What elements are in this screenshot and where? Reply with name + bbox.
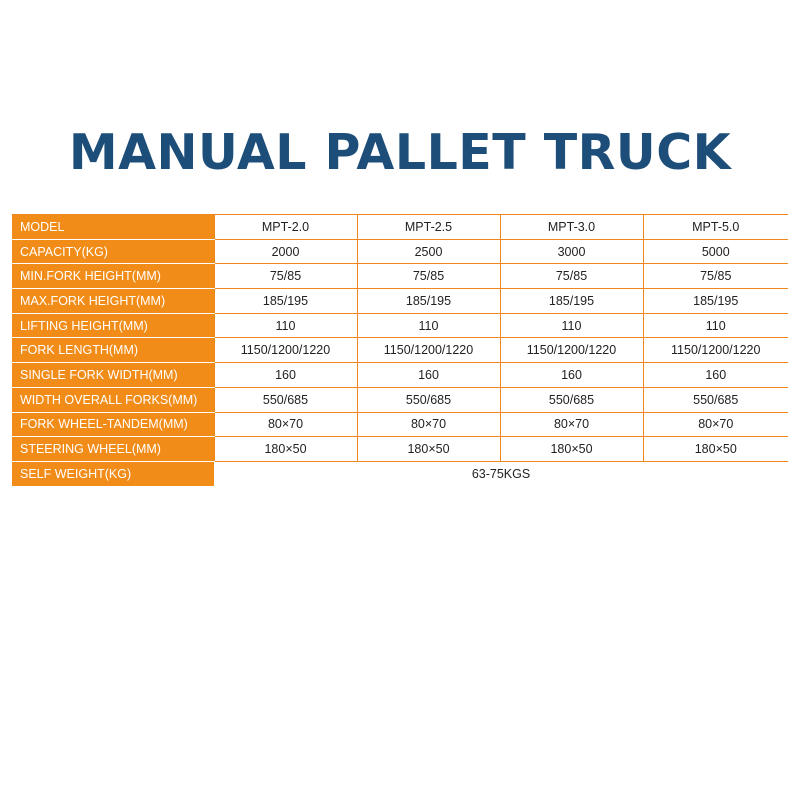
table-cell: MPT-2.5 — [357, 215, 500, 240]
table-cell: 160 — [500, 363, 643, 388]
table-cell: 185/195 — [357, 289, 500, 314]
self-weight-value: 63-75KGS — [471, 466, 531, 481]
row-label: WIDTH OVERALL FORKS(MM) — [12, 387, 214, 412]
table-row — [12, 363, 788, 388]
row-label: MAX.FORK HEIGHT(MM) — [12, 289, 214, 314]
table-cell: 3000 — [500, 239, 643, 264]
table-row — [12, 313, 788, 338]
table-cell: 75/85 — [357, 264, 500, 289]
row-label: MIN.FORK HEIGHT(MM) — [12, 264, 214, 289]
table-cell: 80×70 — [500, 412, 643, 437]
table-cell: 180×50 — [357, 437, 500, 462]
table-cell: 80×70 — [643, 412, 788, 437]
row-label: MODEL — [12, 215, 214, 240]
table-row — [12, 264, 788, 289]
table-row — [12, 437, 788, 462]
table-cell: 185/195 — [500, 289, 643, 314]
table-cell: 160 — [643, 363, 788, 388]
table-cell: 110 — [643, 313, 788, 338]
table-cell: 80×70 — [214, 412, 357, 437]
table-cell: 180×50 — [643, 437, 788, 462]
table-cell: 550/685 — [357, 387, 500, 412]
table-cell: 75/85 — [643, 264, 788, 289]
row-label: SELF WEIGHT(KG) — [12, 461, 214, 485]
row-label: FORK LENGTH(MM) — [12, 338, 214, 363]
table-cell: 1150/1200/1220 — [214, 338, 357, 363]
table-cell: 110 — [214, 313, 357, 338]
table-cell: 550/685 — [643, 387, 788, 412]
table-row — [12, 412, 788, 437]
table-cell: 75/85 — [500, 264, 643, 289]
table-row — [12, 289, 788, 314]
row-label: FORK WHEEL-TANDEM(MM) — [12, 412, 214, 437]
table-cell: 180×50 — [500, 437, 643, 462]
table-cell: 80×70 — [357, 412, 500, 437]
table-row — [12, 239, 788, 264]
spec-table — [12, 214, 788, 486]
table-cell: 5000 — [643, 239, 788, 264]
table-cell: 160 — [357, 363, 500, 388]
row-label: CAPACITY(KG) — [12, 239, 214, 264]
row-label: LIFTING HEIGHT(MM) — [12, 313, 214, 338]
table-cell: 1150/1200/1220 — [643, 338, 788, 363]
table-cell: 2000 — [214, 239, 357, 264]
table-cell: 160 — [214, 363, 357, 388]
spec-table-body — [12, 215, 788, 486]
table-cell: 550/685 — [214, 387, 357, 412]
table-cell: 180×50 — [214, 437, 357, 462]
row-label: SINGLE FORK WIDTH(MM) — [12, 363, 214, 388]
table-row — [12, 338, 788, 363]
table-cell: 185/195 — [643, 289, 788, 314]
table-cell: 1150/1200/1220 — [357, 338, 500, 363]
table-cell: 550/685 — [500, 387, 643, 412]
table-cell: 1150/1200/1220 — [500, 338, 643, 363]
table-cell: MPT-5.0 — [643, 215, 788, 240]
row-label: STEERING WHEEL(MM) — [12, 437, 214, 462]
table-row-self-weight — [12, 461, 788, 485]
table-row — [12, 387, 788, 412]
table-cell: MPT-3.0 — [500, 215, 643, 240]
table-cell: 110 — [357, 313, 500, 338]
table-row — [12, 215, 788, 240]
table-cell: 185/195 — [214, 289, 357, 314]
table-cell: 110 — [500, 313, 643, 338]
table-cell: 2500 — [357, 239, 500, 264]
table-cell: 75/85 — [214, 264, 357, 289]
table-cell: MPT-2.0 — [214, 215, 357, 240]
page-title: MANUAL PALLET TRUCK — [68, 124, 732, 181]
